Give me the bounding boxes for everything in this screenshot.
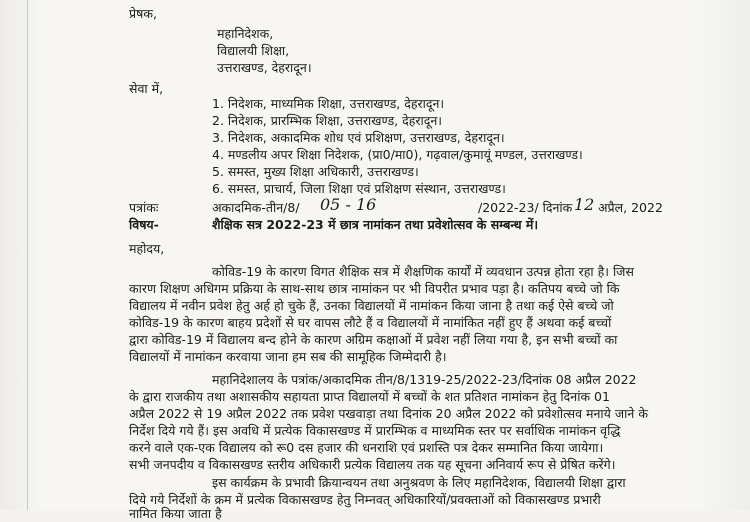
subject-label: विषय- (129, 217, 159, 232)
recipient-item: 4. मण्डलीय अपर शिक्षा निदेशक, (प्रा0/मा0), गढ़वाल/कुमायूं मण्डल, उत्तराखण्ड। (212, 147, 583, 162)
body-line: विद्यालयों में नामांकन करवाया जाना हम सब की सामूहिक जिम्मेदारी है। (129, 349, 447, 364)
handwritten-letter-number: 05 - 16 (320, 195, 377, 214)
recipient-item: 6. समस्त, प्राचार्य, जिला शिक्षा एवं प्रशिक्षण संस्थान, उत्तराखण्ड। (212, 181, 506, 196)
reference-suffix: /2022-23/ दिनांक (478, 200, 573, 215)
recipient-item: 3. निदेशक, अकादमिक शोध एवं प्रशिक्षण, उत्तराखण्ड, देहरादून। (212, 130, 505, 145)
body-line: के द्वारा राजकीय तथा अशासकीय सहायता प्राप्त विद्यालयों में बच्चों के शत प्रतिशत नामांकन हेतु दिनांक 01 (129, 389, 610, 404)
body-line: कारण शिक्षण अधिगम प्रक्रिया के साथ-साथ छात्र नामांकन पर भी विपरीत प्रभाव पड़ा है। कतिपय बच्चे जो कि (129, 281, 620, 296)
sender-line: उत्तराखण्ड, देहरादून। (217, 60, 312, 75)
recipient-item: 5. समस्त, मुख्य शिक्षा अधिकारी, उत्तराखण्ड। (212, 164, 419, 179)
body-line: अप्रैल 2022 से 19 अप्रैल 2022 तक प्रवेश पखवाड़ा तथा दिनांक 20 अप्रैल 2022 को प्रवेशोत्सव मनाये जाने के (129, 406, 648, 421)
body-line: विद्यालय में नवीन प्रवेश हेतु अर्ह हो चुके हैं, उनका विद्यालयों में नामांकन किया जाना है तथा कई ऐसे बच्चे जो (129, 298, 614, 313)
handwritten-date-day: 12 (574, 195, 595, 214)
body-line: द्वारा कोविड-19 में विद्यालय बन्द होने के कारण अग्रिम कक्षाओं में प्रवेश नहीं लिया गया है, इन सभी बच्चों का (129, 332, 618, 347)
body-line: निर्देश दिये गये हैं। इस अवधि में प्रत्येक विकासखण्ड में प्रारम्भिक व माध्यमिक स्तर पर सर्वाधिक नामांकन वृद्धि (129, 423, 621, 438)
body-line: कोविड-19 के कारण विगत शैक्षिक सत्र में शैक्षणिक कार्यों में व्यवधान उत्पन्न होता रहा है। जिस (212, 264, 634, 279)
body-line: सभी जनपदीय व विकासखण्ड स्तरीय अधिकारी प्रत्येक विद्यालय तक यह सूचना अनिवार्य रूप से प्रेषित करेंगे। (129, 457, 616, 472)
reference-date: अप्रैल, 2022 (598, 200, 663, 215)
sender-line: महानिदेशक, (217, 26, 274, 41)
recipient-item: 1. निदेशक, माध्यमिक शिक्षा, उत्तराखण्ड, देहरादून। (212, 96, 445, 111)
recipient-item: 2. निदेशक, प्रारम्भिक शिक्षा, उत्तराखण्ड, देहरादून। (212, 113, 443, 128)
body-line-cutoff: नामित किया जाता है (129, 506, 222, 521)
subject-text: शैक्षिक सत्र 2022-23 में छात्र नामांकन तथा प्रवेशोत्सव के सम्बन्ध में। (212, 217, 539, 232)
body-line: दिये गये निर्देशों के क्रम में प्रत्येक विकासखण्ड हेतु निम्नवत् अधिकारियों/प्रवक्ताओं को विकासखण्ड प्रभारी (129, 492, 601, 507)
salutation: महोदय, (129, 241, 165, 256)
body-line: महानिदेशालय के पत्रांक/अकादमिक तीन/8/1319-25/2022-23/दिनांक 08 अप्रैल 2022 (212, 372, 637, 387)
recipients-label: सेवा में, (129, 81, 164, 96)
sender-label: प्रेषक, (129, 6, 157, 21)
body-line: कोविड-19 के कारण बाहय प्रदेशों से घर वापस लौटे हैं व विद्यालयों में नामांकित नहीं हुए हैं अथवा कई बच्चों (129, 315, 612, 330)
body-line: इस कार्यक्रम के प्रभावी क्रियान्वयन तथा अनुश्रवण के लिए महानिदेशक, विद्यालयी शिक्षा द्वारा (212, 475, 626, 490)
page-fold-edge (27, 0, 28, 510)
reference-prefix: अकादमिक-तीन/8/ (212, 200, 300, 215)
body-line: करने वाले एक-एक विद्यालय को रू0 दस हजार की धनराशि एवं प्रशस्ति पत्र देकर सम्मानित किया जायेगा। (129, 440, 604, 455)
sender-line: विद्यालयी शिक्षा, (217, 43, 290, 58)
reference-label: पत्रांकः (129, 200, 159, 215)
